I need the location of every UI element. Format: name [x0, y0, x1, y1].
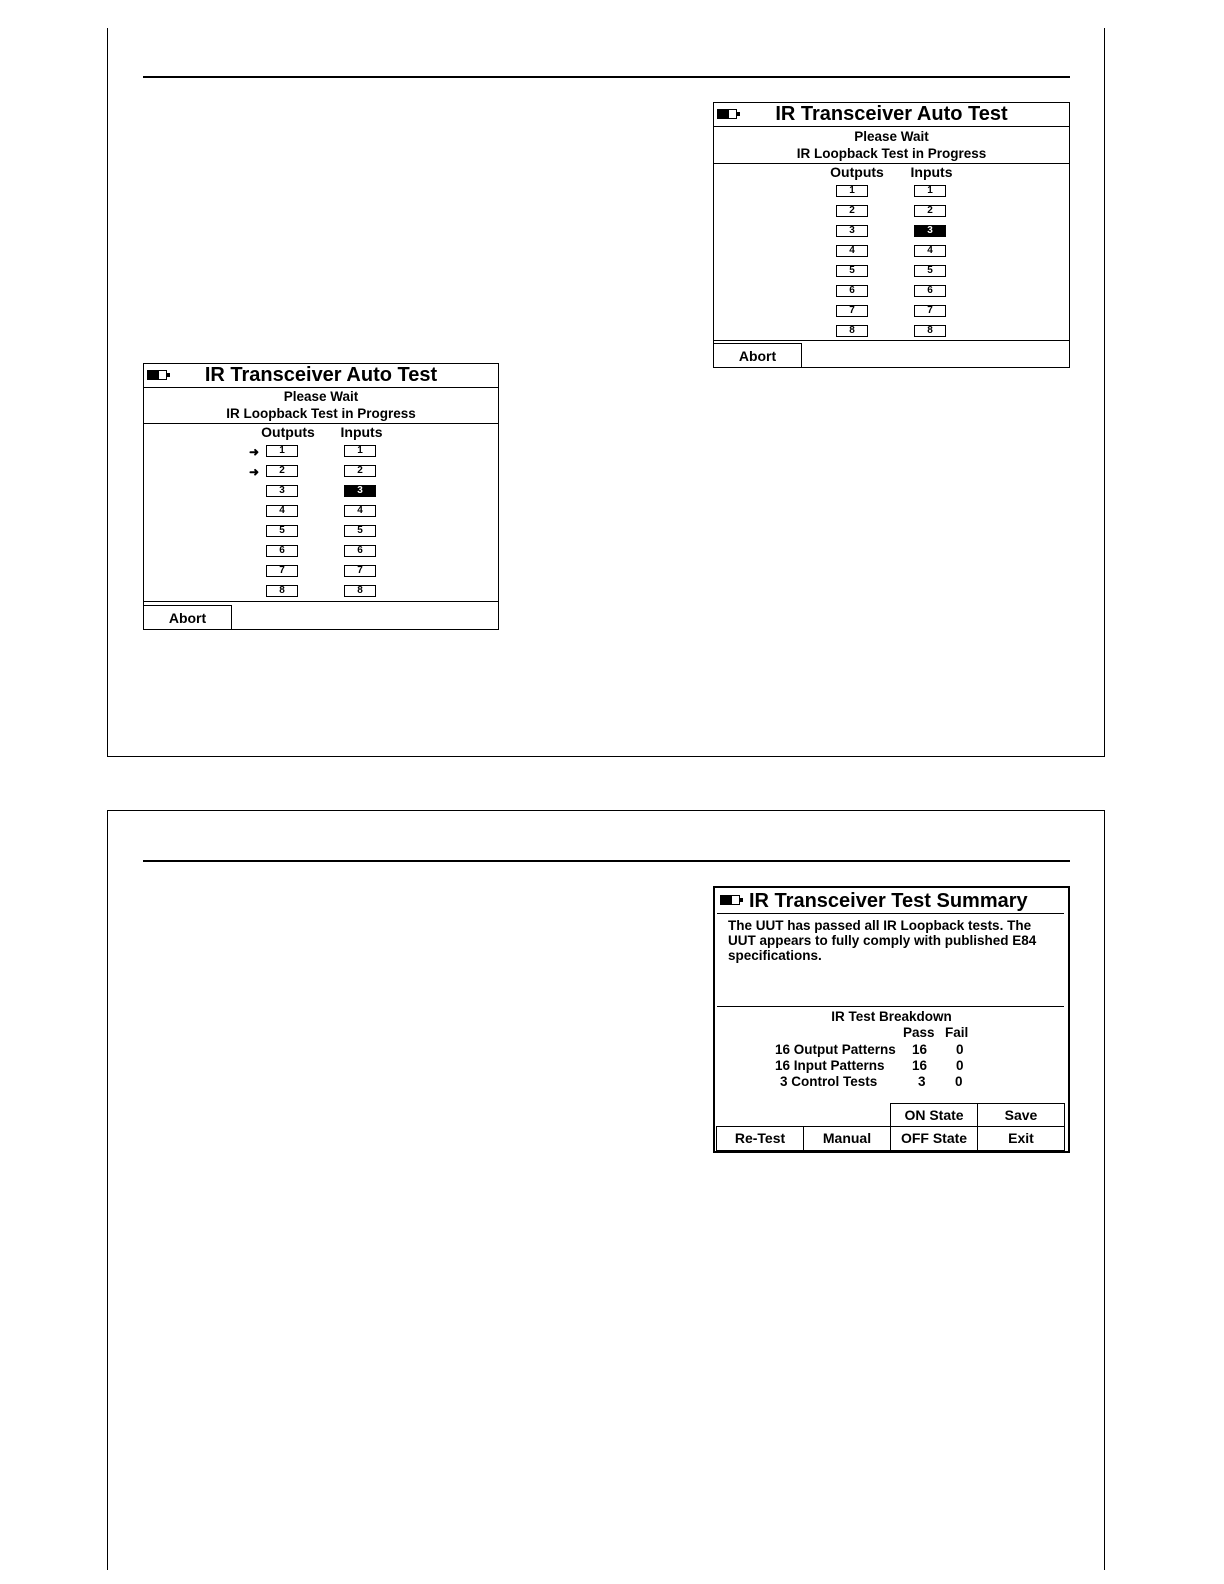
input-box-3-highlighted: 3 — [914, 225, 946, 237]
input-box-7: 7 — [914, 305, 946, 317]
input-box-2: 2 — [914, 205, 946, 217]
input-box-7: 7 — [344, 565, 376, 577]
abort-button[interactable]: Abort — [143, 605, 232, 630]
input-box-6: 6 — [914, 285, 946, 297]
breakdown-row-label: 16 Input Patterns — [775, 1058, 885, 1073]
output-box-3: 3 — [836, 225, 868, 237]
output-box-7: 7 — [266, 565, 298, 577]
test-summary-screen — [713, 886, 1070, 1153]
inputs-header: Inputs — [910, 164, 953, 180]
header-rule-top — [143, 76, 1070, 78]
breakdown-row-label: 3 Control Tests — [780, 1074, 878, 1089]
battery-icon — [720, 895, 740, 905]
output-box-5: 5 — [836, 265, 868, 277]
divider — [714, 163, 1069, 164]
breakdown-row-pass: 16 — [912, 1042, 928, 1057]
inputs-header: Inputs — [340, 424, 383, 440]
output-box-5: 5 — [266, 525, 298, 537]
outputs-header: Outputs — [261, 424, 315, 440]
screen-title: IR Transceiver Auto Test — [775, 103, 1008, 125]
output-box-3: 3 — [266, 485, 298, 497]
output-box-6: 6 — [266, 545, 298, 557]
output-box-8: 8 — [836, 325, 868, 337]
auto-test-screen-a — [713, 102, 1070, 368]
breakdown-row-fail: 0 — [956, 1042, 964, 1057]
screen-header — [717, 888, 1064, 914]
output-box-1: 1 — [836, 185, 868, 197]
breakdown-row-fail: 0 — [955, 1074, 963, 1089]
output-box-4: 4 — [836, 245, 868, 257]
softkey-divider — [714, 340, 1069, 341]
breakdown-title: IR Test Breakdown — [831, 1009, 952, 1024]
input-box-6: 6 — [344, 545, 376, 557]
manual-button[interactable]: Manual — [803, 1126, 891, 1151]
output-box-6: 6 — [836, 285, 868, 297]
input-box-1: 1 — [914, 185, 946, 197]
output-box-4: 4 — [266, 505, 298, 517]
screen-title: IR Transceiver Test Summary — [749, 890, 1028, 912]
screen-title: IR Transceiver Auto Test — [204, 364, 438, 386]
input-box-4: 4 — [344, 505, 376, 517]
input-box-5: 5 — [914, 265, 946, 277]
on-state-button[interactable]: ON State — [890, 1103, 978, 1127]
breakdown-row-label: 16 Output Patterns — [775, 1042, 896, 1057]
retest-button[interactable]: Re-Test — [716, 1126, 804, 1151]
input-box-2: 2 — [344, 465, 376, 477]
auto-test-screen-b — [143, 363, 499, 630]
input-box-1: 1 — [344, 445, 376, 457]
abort-button[interactable]: Abort — [713, 343, 802, 368]
summary-message — [728, 918, 1048, 963]
off-state-button[interactable]: OFF State — [890, 1126, 978, 1151]
input-box-8: 8 — [344, 585, 376, 597]
input-box-3-highlighted: 3 — [344, 485, 376, 497]
screen-header — [144, 364, 498, 388]
input-box-5: 5 — [344, 525, 376, 537]
pass-column-header: Pass — [903, 1025, 935, 1040]
output-box-7: 7 — [836, 305, 868, 317]
output-box-2: 2 — [836, 205, 868, 217]
input-box-8: 8 — [914, 325, 946, 337]
summary-message-line-3: specifications. — [728, 948, 822, 963]
status-line-1: Please Wait — [854, 129, 929, 144]
summary-message-line-1: The UUT has passed all IR Loopback tests. The — [728, 918, 1032, 933]
arrow-right-icon: ➜ — [249, 465, 260, 479]
arrow-right-icon: ➜ — [249, 445, 260, 459]
breakdown-row-pass: 16 — [912, 1058, 928, 1073]
status-line-2: IR Loopback Test in Progress — [226, 406, 416, 421]
header-rule-bottom — [143, 860, 1070, 862]
save-button[interactable]: Save — [977, 1103, 1065, 1127]
screen-header — [714, 103, 1069, 127]
output-box-8: 8 — [266, 585, 298, 597]
divider — [717, 1006, 1064, 1007]
exit-button[interactable]: Exit — [977, 1126, 1065, 1151]
fail-column-header: Fail — [945, 1025, 969, 1040]
output-box-1: 1 — [266, 445, 298, 457]
status-line-2: IR Loopback Test in Progress — [796, 146, 987, 161]
breakdown-row-fail: 0 — [956, 1058, 964, 1073]
input-box-4: 4 — [914, 245, 946, 257]
status-line-1: Please Wait — [283, 389, 359, 404]
breakdown-row-pass: 3 — [918, 1074, 926, 1089]
outputs-header: Outputs — [830, 164, 884, 180]
summary-message-line-2: UUT appears to fully comply with published E84 — [728, 933, 1037, 948]
divider — [144, 423, 498, 424]
softkey-divider — [144, 601, 498, 602]
output-box-2: 2 — [266, 465, 298, 477]
